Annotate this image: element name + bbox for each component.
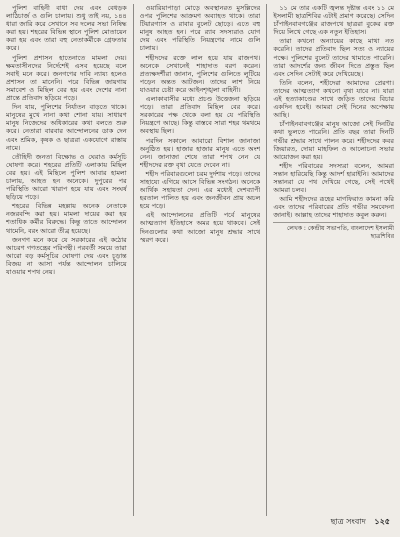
paragraph: তিনি বলেন, শহীদেরা আমাদের প্রেরণা। তাদের আত্মত্যাগ কখনো বৃথা যাবে না। যারা এই হত্যাকাণ্ডের সাথে জড়িত তাদের বিচার একদিন হবেই। আমরা সেই দিনের অপেক্ষায় আছি। (273, 78, 395, 120)
column-right (273, 4, 394, 516)
paragraph: চাঁপাইনবাবগঞ্জের মানুষ আজো সেই দিনটির কথা ভুলতে পারেনি। প্রতি বছর তারা দিনটি গভীর শ্রদ্ধার সাথে পালন করে। শহীদদের কবর জিয়ারত, দোয়া মাহফিল ও আলোচনা সভার আয়োজন করা হয়। (273, 120, 395, 161)
paragraph: ১১ মে তার একটি জ্বলন্ত দৃষ্টান্ত এবং ১১ মে ইসলামী ছাত্রশিবির এটাই প্রমাণ করেছে। সেদিন চাঁপাইনবাবগঞ্জের রাজপথে ছাত্ররা বুকের রক্ত দিয়ে লিখে গেছে এক নতুন ইতিহাস। (273, 4, 395, 37)
column-left (6, 4, 127, 516)
page-number: ১২৫ (374, 516, 390, 526)
paragraph: তৌহিদী জনতা বিক্ষোভ ও ঘেরাও কর্মসূচি ঘোষণা করে। শহরের প্রতিটি এলাকায় মিছিল বের হয়। এই মিছিলে পুলিশ আবার হামলা চালায়, আহত হন অনেকে। দুপুরের পর পরিস্থিতি আরো খারাপ হয়ে যায় এবং সংঘর্ষ ছড়িয়ে পড়ে। (6, 152, 127, 202)
page-footer (331, 516, 390, 529)
publication-name: ছাত্র সংবাদ (330, 517, 366, 526)
paragraph: আমি শহীদদের রূহের মাগফিরাত কামনা করি এবং তাদের পরিবারের প্রতি গভীর সমবেদনা জানাই। আল্লাহ তাদের শাহাদাত কবুল করুন। (273, 195, 395, 220)
paragraph: পরদিন সকালে আবারো বিশাল জানাজা অনুষ্ঠিত হয়। হাজার হাজার মানুষ এতে অংশ নেন। জানাজা শেষে তারা শপথ নেন যে শহীদদের রক্ত বৃথা যেতে দেবেন না। (139, 136, 261, 169)
column-middle (140, 4, 261, 516)
paragraph: এই আন্দোলনের প্রতিটি পর্বে মানুষের আত্মত্যাগ ইতিহাসে অমর হয়ে থাকবে। সেই দিনগুলোর কথা আজো মানুষ শ্রদ্ধার সাথে স্মরণ করে। (139, 211, 261, 244)
paragraph: শহীদদের রক্তে লাল হয়ে যায় রাজপথ। অনেকে সেখানেই শাহাদাত বরণ করেন। প্রত্যক্ষদর্শীরা জানান, পুলিশের গুলিতে লুটিয়ে পড়েন অন্তত আটজন। তাদের লাশ নিয়ে যাওয়ার চেষ্টা করে আইনশৃঙ্খলা বাহিনী। (139, 53, 261, 94)
article-body (6, 4, 394, 516)
paragraph: পুলিশ বাহিনী বাধা দেয় এবং বেধড়ক লাঠিচার্জ ও গুলি চালায়। শুধু তাই নয়, ১৪৪ ধারা জারি করে সেখানে সব দলের সভা নিষিদ্ধ করা হয়। শহরের বিভিন্ন স্থানে পুলিশ মোতায়েন করা হয় এবং তারা বহু নেতাকর্মীকে গ্রেফতার করে। (6, 4, 127, 53)
paragraph: দিন যায়, পুলিশের নির্যাতন বাড়তে থাকে। মানুষের মুখে নানা কথা শোনা যায়। সাধারণ মানুষ নিজেদের অধিকারের কথা বলতে শুরু করে। নেতারা বারবার আন্দোলনের ডাক দেন এবং শ্রমিক, কৃষক ও ছাত্ররা একযোগে রাস্তায় নামে। (6, 103, 127, 152)
paragraph: ওয়ারিয়াপাড়া মোড়ে অবস্থানরত মুসল্লিদের ওপর পুলিশের আক্রমণ অব্যাহত থাকে। তারা টিয়ারগ্যাস ও রাবার বুলেট ছোড়ে। এতে বহু মানুষ আহত হন। পরে র‌্যাব সদস্যরাও যোগ দেয় এবং পরিস্থিতি নিয়ন্ত্রণের নামে গুলি চালায়। (139, 4, 261, 53)
column-divider (266, 4, 267, 516)
column-divider (133, 4, 134, 516)
paragraph: শহীদ পরিবারের সদস্যরা বলেন, আমরা সন্তান হারিয়েছি কিন্তু আদর্শ হারাইনি। আমাদের সন্তানরা যে পথ দেখিয়ে গেছে, সেই পথেই আমরা চলব। (273, 161, 395, 195)
paragraph: শহীদ পরিবারগুলো চরম দুর্দশায় পড়ে। তাদের সাহায্যে এগিয়ে আসে বিভিন্ন সংগঠন। অনেকে আর্থিক সহায়তা দেন। এর মধ্যেই দেশব্যাপী হরতাল পালিত হয় এবং জনজীবন প্রায় অচল হয়ে পড়ে। (139, 169, 261, 211)
paragraph: তারা কখনো অন্যায়ের কাছে মাথা নত করেনি। তাদের প্রতিবাদ ছিল সত্য ও ন্যায়ের পক্ষে। পুলিশের বুলেট তাদের থামাতে পারেনি। তারা আদর্শের জন্য জীবন দিতে প্রস্তুত ছিল এবং সেদিন সেটাই করে দেখিয়েছে। (273, 37, 395, 78)
paragraph: জনগণ মনে করে যে সরকারের এই কঠোর আচরণ গণতন্ত্রের পরিপন্থী। পরবর্তী সময়ে তারা আরো বড় কর্মসূচির ঘোষণা দেয় এবং চূড়ান্ত বিজয় না আসা পর্যন্ত আন্দোলন চালিয়ে যাওয়ার শপথ নেয়। (6, 235, 127, 276)
author-signature: লেখক : কেন্দ্রীয় সভাপতি, বাংলাদেশ ইসলামী ছাত্রশিবির (273, 222, 394, 240)
paragraph: পুলিশ প্রশাসন হাতেনাতে মামলা দেয়। ক্ষমতাসীনদের নির্দেশেই এসব হয়েছে বলে সবাই মনে করে। জনগণের দাবি ন্যায্য হলেও প্রশাসন তা মানেনি। পরে বিভিন্ন জায়গায় সমাবেশ ও মিছিল বের হয় এবং দেশের নানা প্রান্তে প্রতিবাদ ছড়িয়ে পড়ে। (6, 53, 127, 103)
paragraph: শহরের বিভিন্ন মহল্লায় অনেক নেতাকে নজরবন্দি করা হয়। মামলা দায়ের করা হয় শতাধিক কর্মীর বিরুদ্ধে। কিন্তু তাতে আন্দোলন থামেনি, বরং আরো তীব্র হয়েছে। (6, 202, 127, 235)
paragraph: এলাকাবাসীর মধ্যে প্রচণ্ড উত্তেজনা ছড়িয়ে পড়ে। তারা প্রতিবাদ মিছিল বের করে। সরকারের পক্ষ থেকে বলা হয় যে পরিস্থিতি নিয়ন্ত্রণে আছে। কিন্তু বাস্তবে সারা শহর থমথমে অবস্থায় ছিল। (139, 95, 261, 136)
